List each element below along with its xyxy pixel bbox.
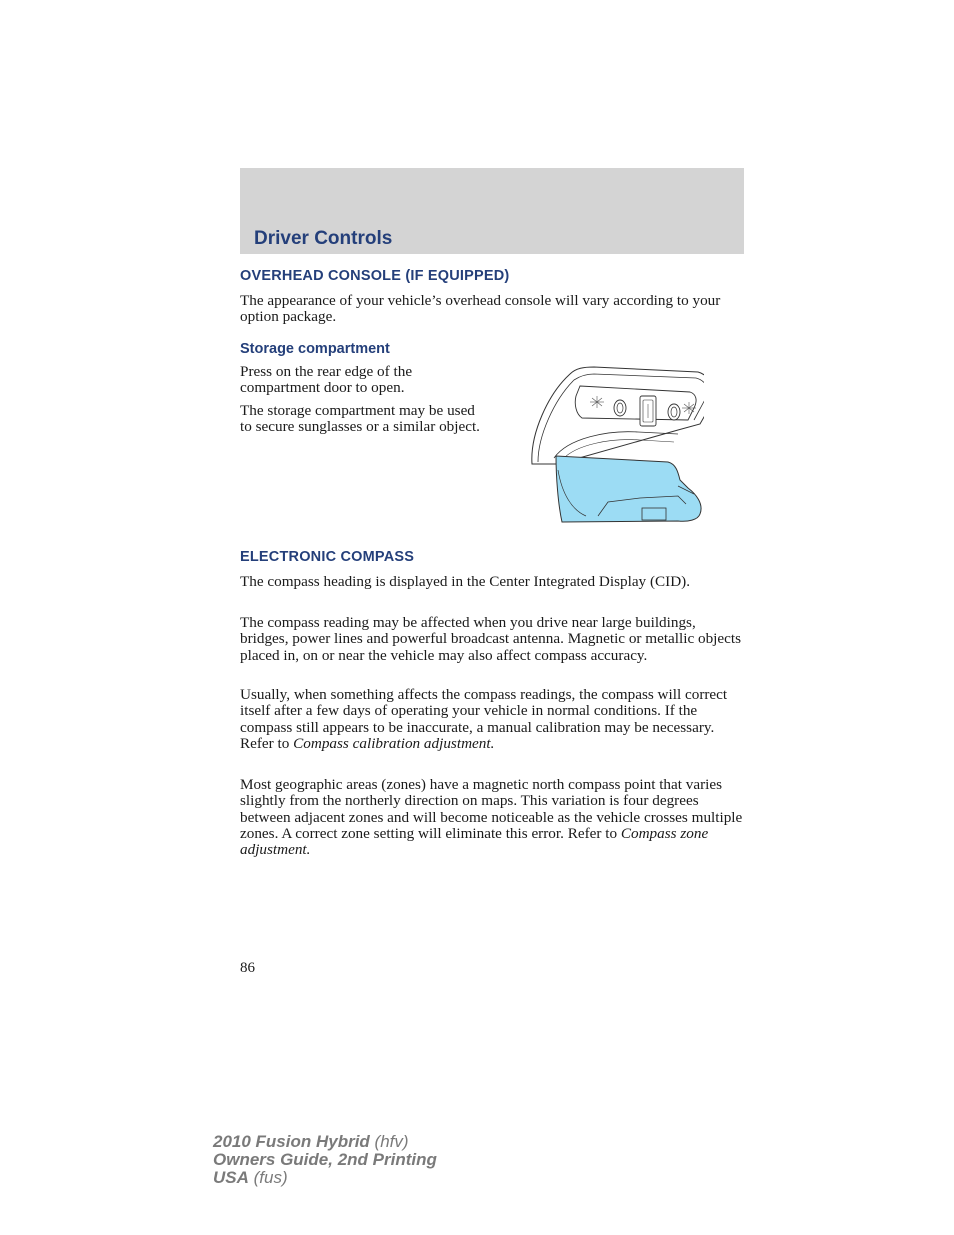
section-header-band (240, 168, 744, 254)
document-footer (213, 1133, 437, 1187)
footer-line-3 (213, 1169, 437, 1187)
footer-edition: Owners Guide, 2nd Printing (213, 1150, 437, 1169)
section-heading-overhead-console: OVERHEAD CONSOLE (IF EQUIPPED) (240, 268, 510, 284)
overhead-console-illustration (528, 364, 704, 526)
footer-market: USA (213, 1168, 249, 1187)
compass-zone-reference: Compass zone adjustment. (240, 824, 709, 859)
footer-line-2 (213, 1151, 437, 1169)
overhead-console-intro: The appearance of your vehicle’s overhead console will vary according to your option package. (240, 292, 721, 326)
footer-model-code: (hfv) (369, 1132, 409, 1151)
footer-market-code: (fus) (248, 1168, 288, 1187)
compass-paragraph-3-text: Usually, when something affects the compass readings, the compass will correct itself after a few days of operating your vehicle in normal conditions. If the compass still appears to be inaccurate, a manual calibration may be necessary. Refer to (240, 686, 728, 752)
compass-paragraph-1: The compass heading is displayed in the Center Integrated Display (CID). (240, 573, 691, 590)
compass-paragraph-4 (240, 777, 746, 858)
compass-paragraph-4-text: Most geographic areas (zones) have a magnetic north compass point that varies slightly from the northerly direction on maps. This variation is four degrees between adjacent zones and will become noticeable as the vehicle crosses multiple zones. A correct zone setting will eliminate this error. Refer to (240, 776, 743, 842)
footer-model: 2010 Fusion Hybrid (213, 1132, 370, 1151)
page-number: 86 (240, 960, 255, 976)
storage-paragraph-1: Press on the rear edge of the compartment door to open. (240, 363, 413, 397)
overhead-console-icon (528, 364, 704, 526)
compass-calibration-reference: Compass calibration adjustment. (293, 734, 495, 752)
compass-paragraph-2: The compass reading may be affected when you drive near large buildings, bridges, power lines and powerful broadcast antenna. Magnetic or metallic objects placed in, on or near the vehicle may also affect compass accuracy. (240, 614, 742, 664)
page-title: Driver Controls (254, 228, 393, 249)
footer-line-1 (213, 1133, 437, 1151)
section-heading-electronic-compass: ELECTRONIC COMPASS (240, 549, 415, 565)
compass-paragraph-3 (240, 687, 746, 752)
subheading-storage-compartment: Storage compartment (240, 341, 390, 357)
storage-paragraph-2: The storage compartment may be used to secure sunglasses or a similar object. (240, 402, 480, 436)
